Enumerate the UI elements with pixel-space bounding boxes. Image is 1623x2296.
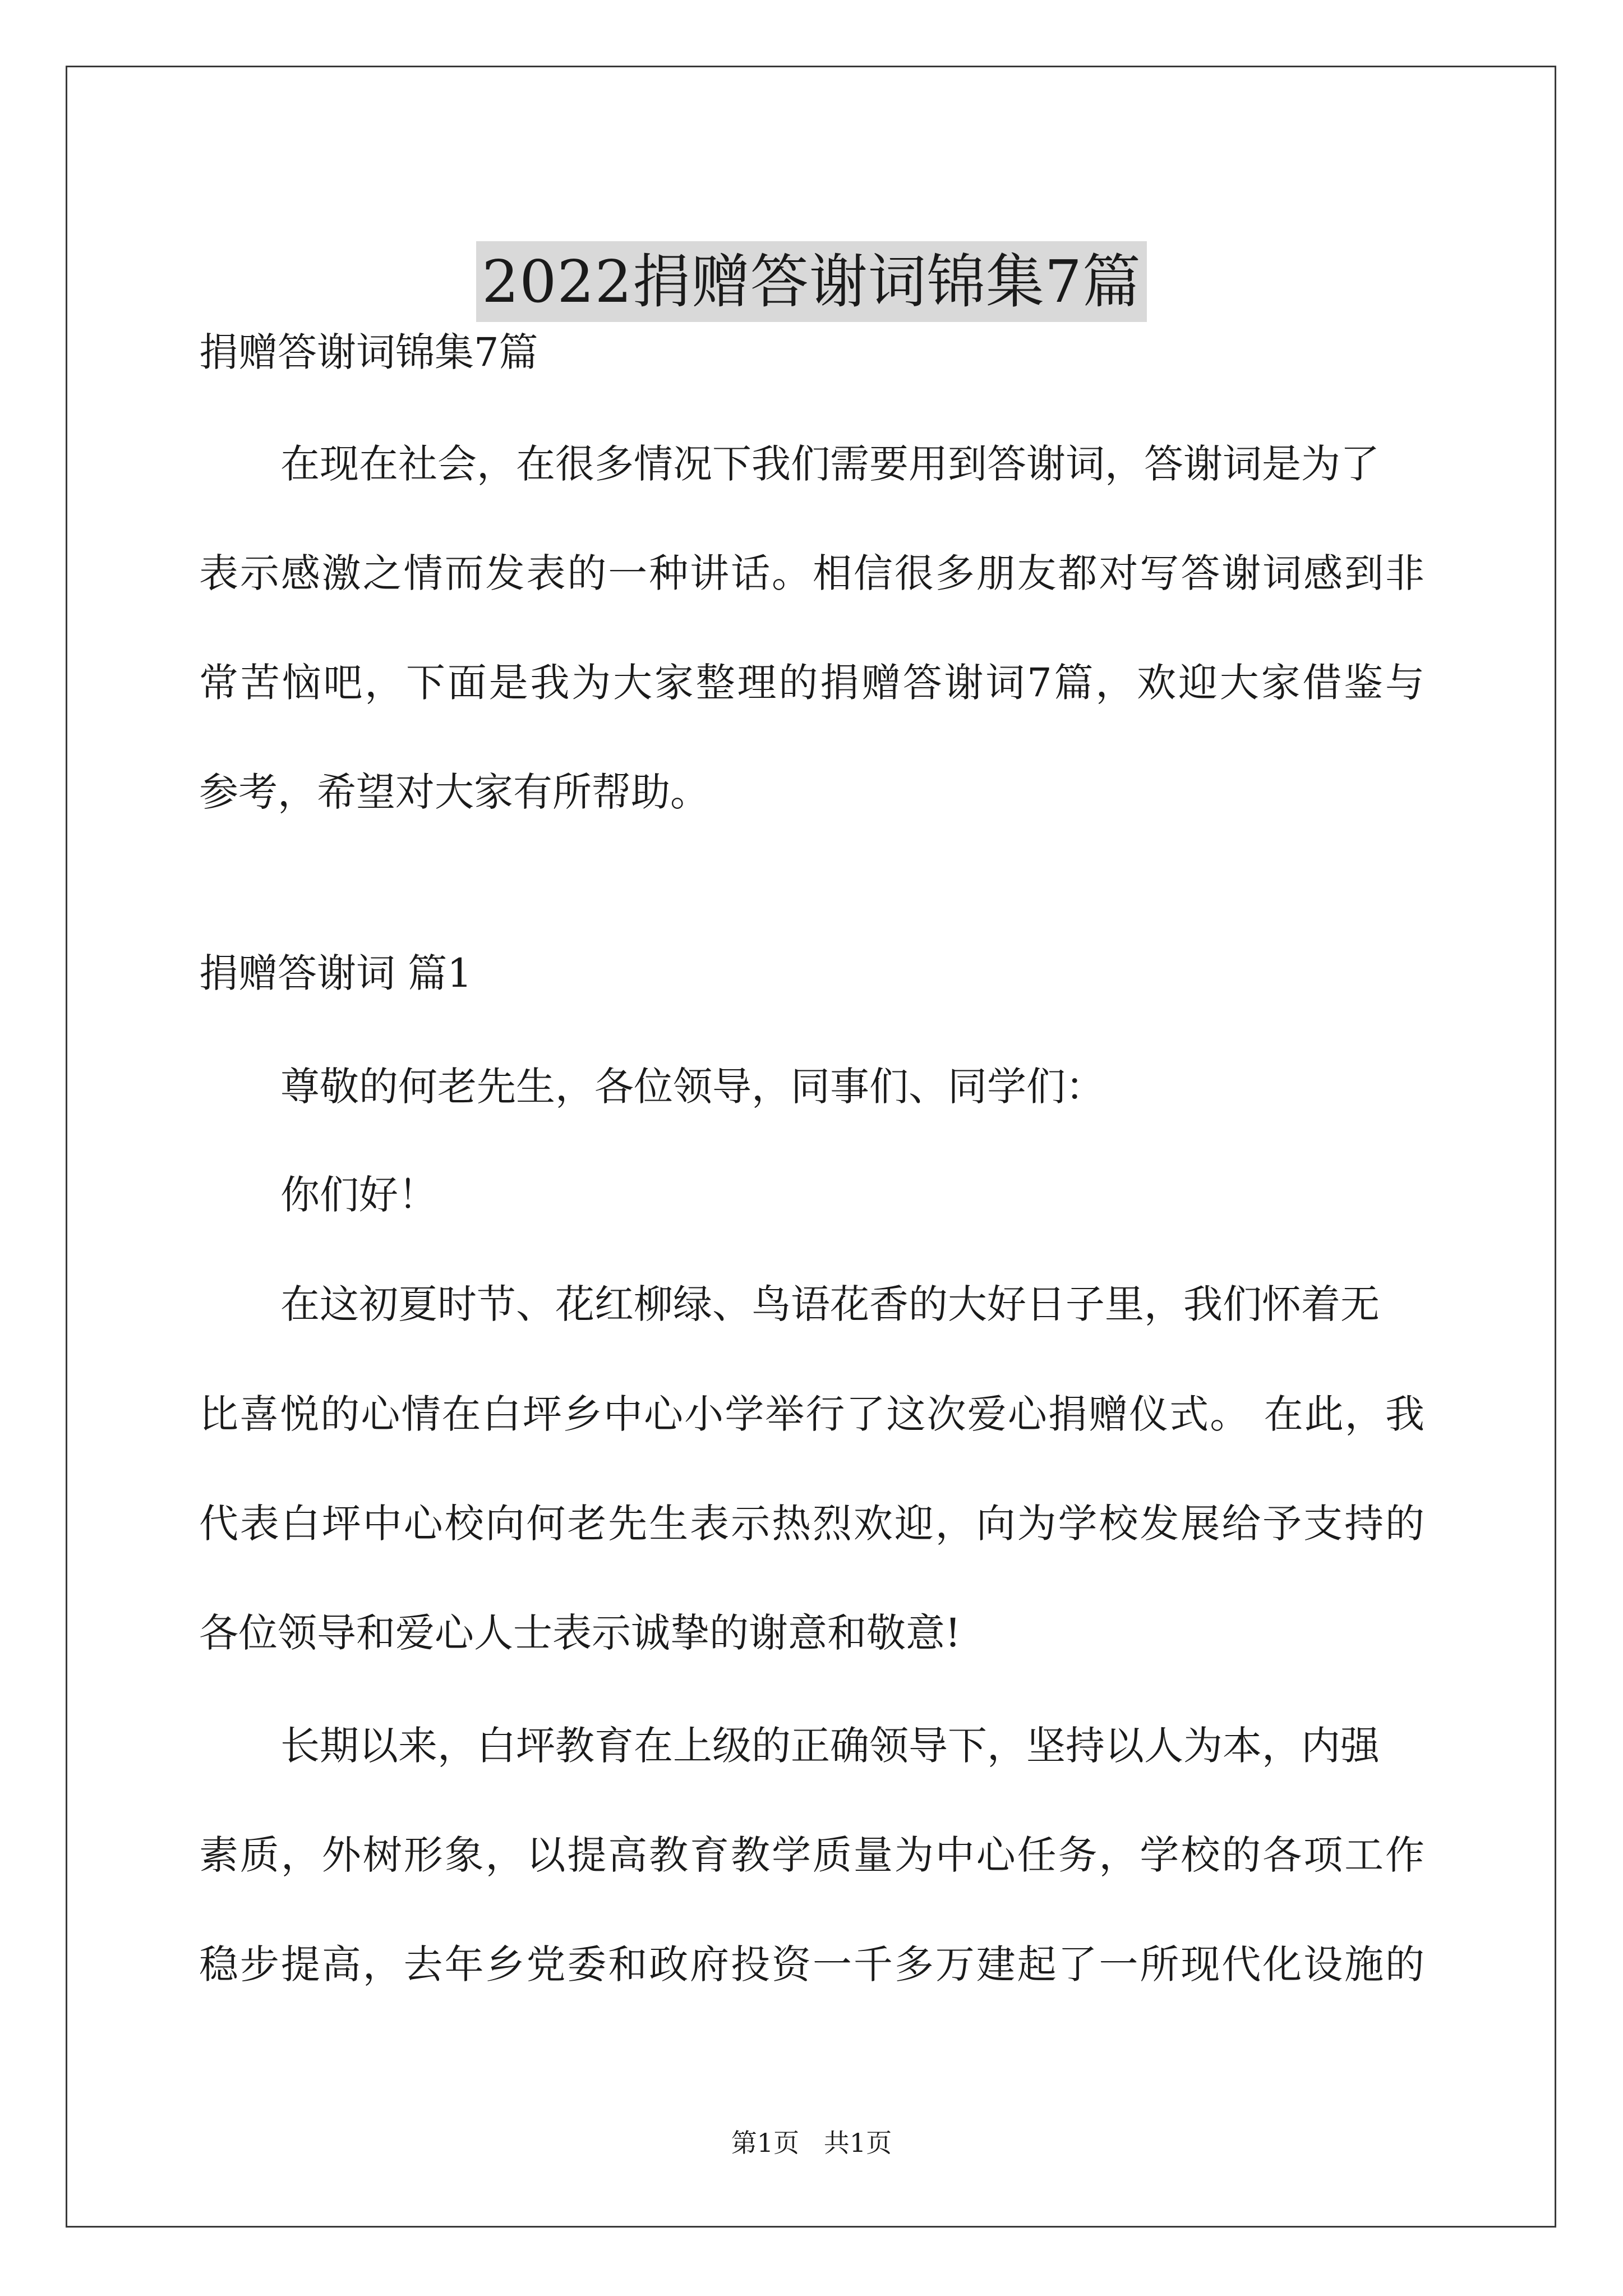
para1-line-1: 在这初夏时节、花红柳绿、鸟语花香的大好日子里，我们怀着无 <box>280 1281 1380 1327</box>
page-footer: 第1页 共1页 <box>731 2128 892 2158</box>
intro-line-4: 参考，希望对大家有所帮助。 <box>199 769 709 815</box>
document-title: 2022捐赠答谢词锦集7篇 <box>476 241 1147 322</box>
para2-line-3: 稳步提高，去年乡党委和政府投资一千多万建起了一所现代化设施的 <box>199 1941 1424 1987</box>
page-border <box>66 66 1556 2228</box>
intro-line-2: 表示感激之情而发表的一种讲话。相信很多朋友都对写答谢词感到非 <box>199 550 1424 596</box>
para1-line-3: 代表白坪中心校向何老先生表示热烈欢迎，向为学校发展给予支持的 <box>199 1501 1424 1547</box>
intro-line-1: 在现在社会，在很多情况下我们需要用到答谢词，答谢词是为了 <box>280 441 1380 487</box>
para2-line-1: 长期以来，白坪教育在上级的正确领导下，坚持以人为本，内强 <box>280 1723 1380 1769</box>
salutation: 尊敬的何老先生，各位领导，同事们、同学们： <box>280 1064 1105 1110</box>
para1-line-2: 比喜悦的心情在白坪乡中心小学举行了这次爱心捐赠仪式。 在此，我 <box>199 1391 1424 1437</box>
para1-line-4: 各位领导和爱心人士表示诚挚的谢意和敬意! <box>199 1610 961 1656</box>
intro-line-3: 常苦恼吧，下面是我为大家整理的捐赠答谢词7篇，欢迎大家借鉴与 <box>199 660 1424 706</box>
section-heading: 捐赠答谢词 篇1 <box>199 950 472 996</box>
greeting: 你们好！ <box>280 1172 437 1218</box>
para2-line-2: 素质，外树形象，以提高教育教学质量为中心任务，学校的各项工作 <box>199 1832 1424 1878</box>
document-subtitle: 捐赠答谢词锦集7篇 <box>199 329 538 375</box>
